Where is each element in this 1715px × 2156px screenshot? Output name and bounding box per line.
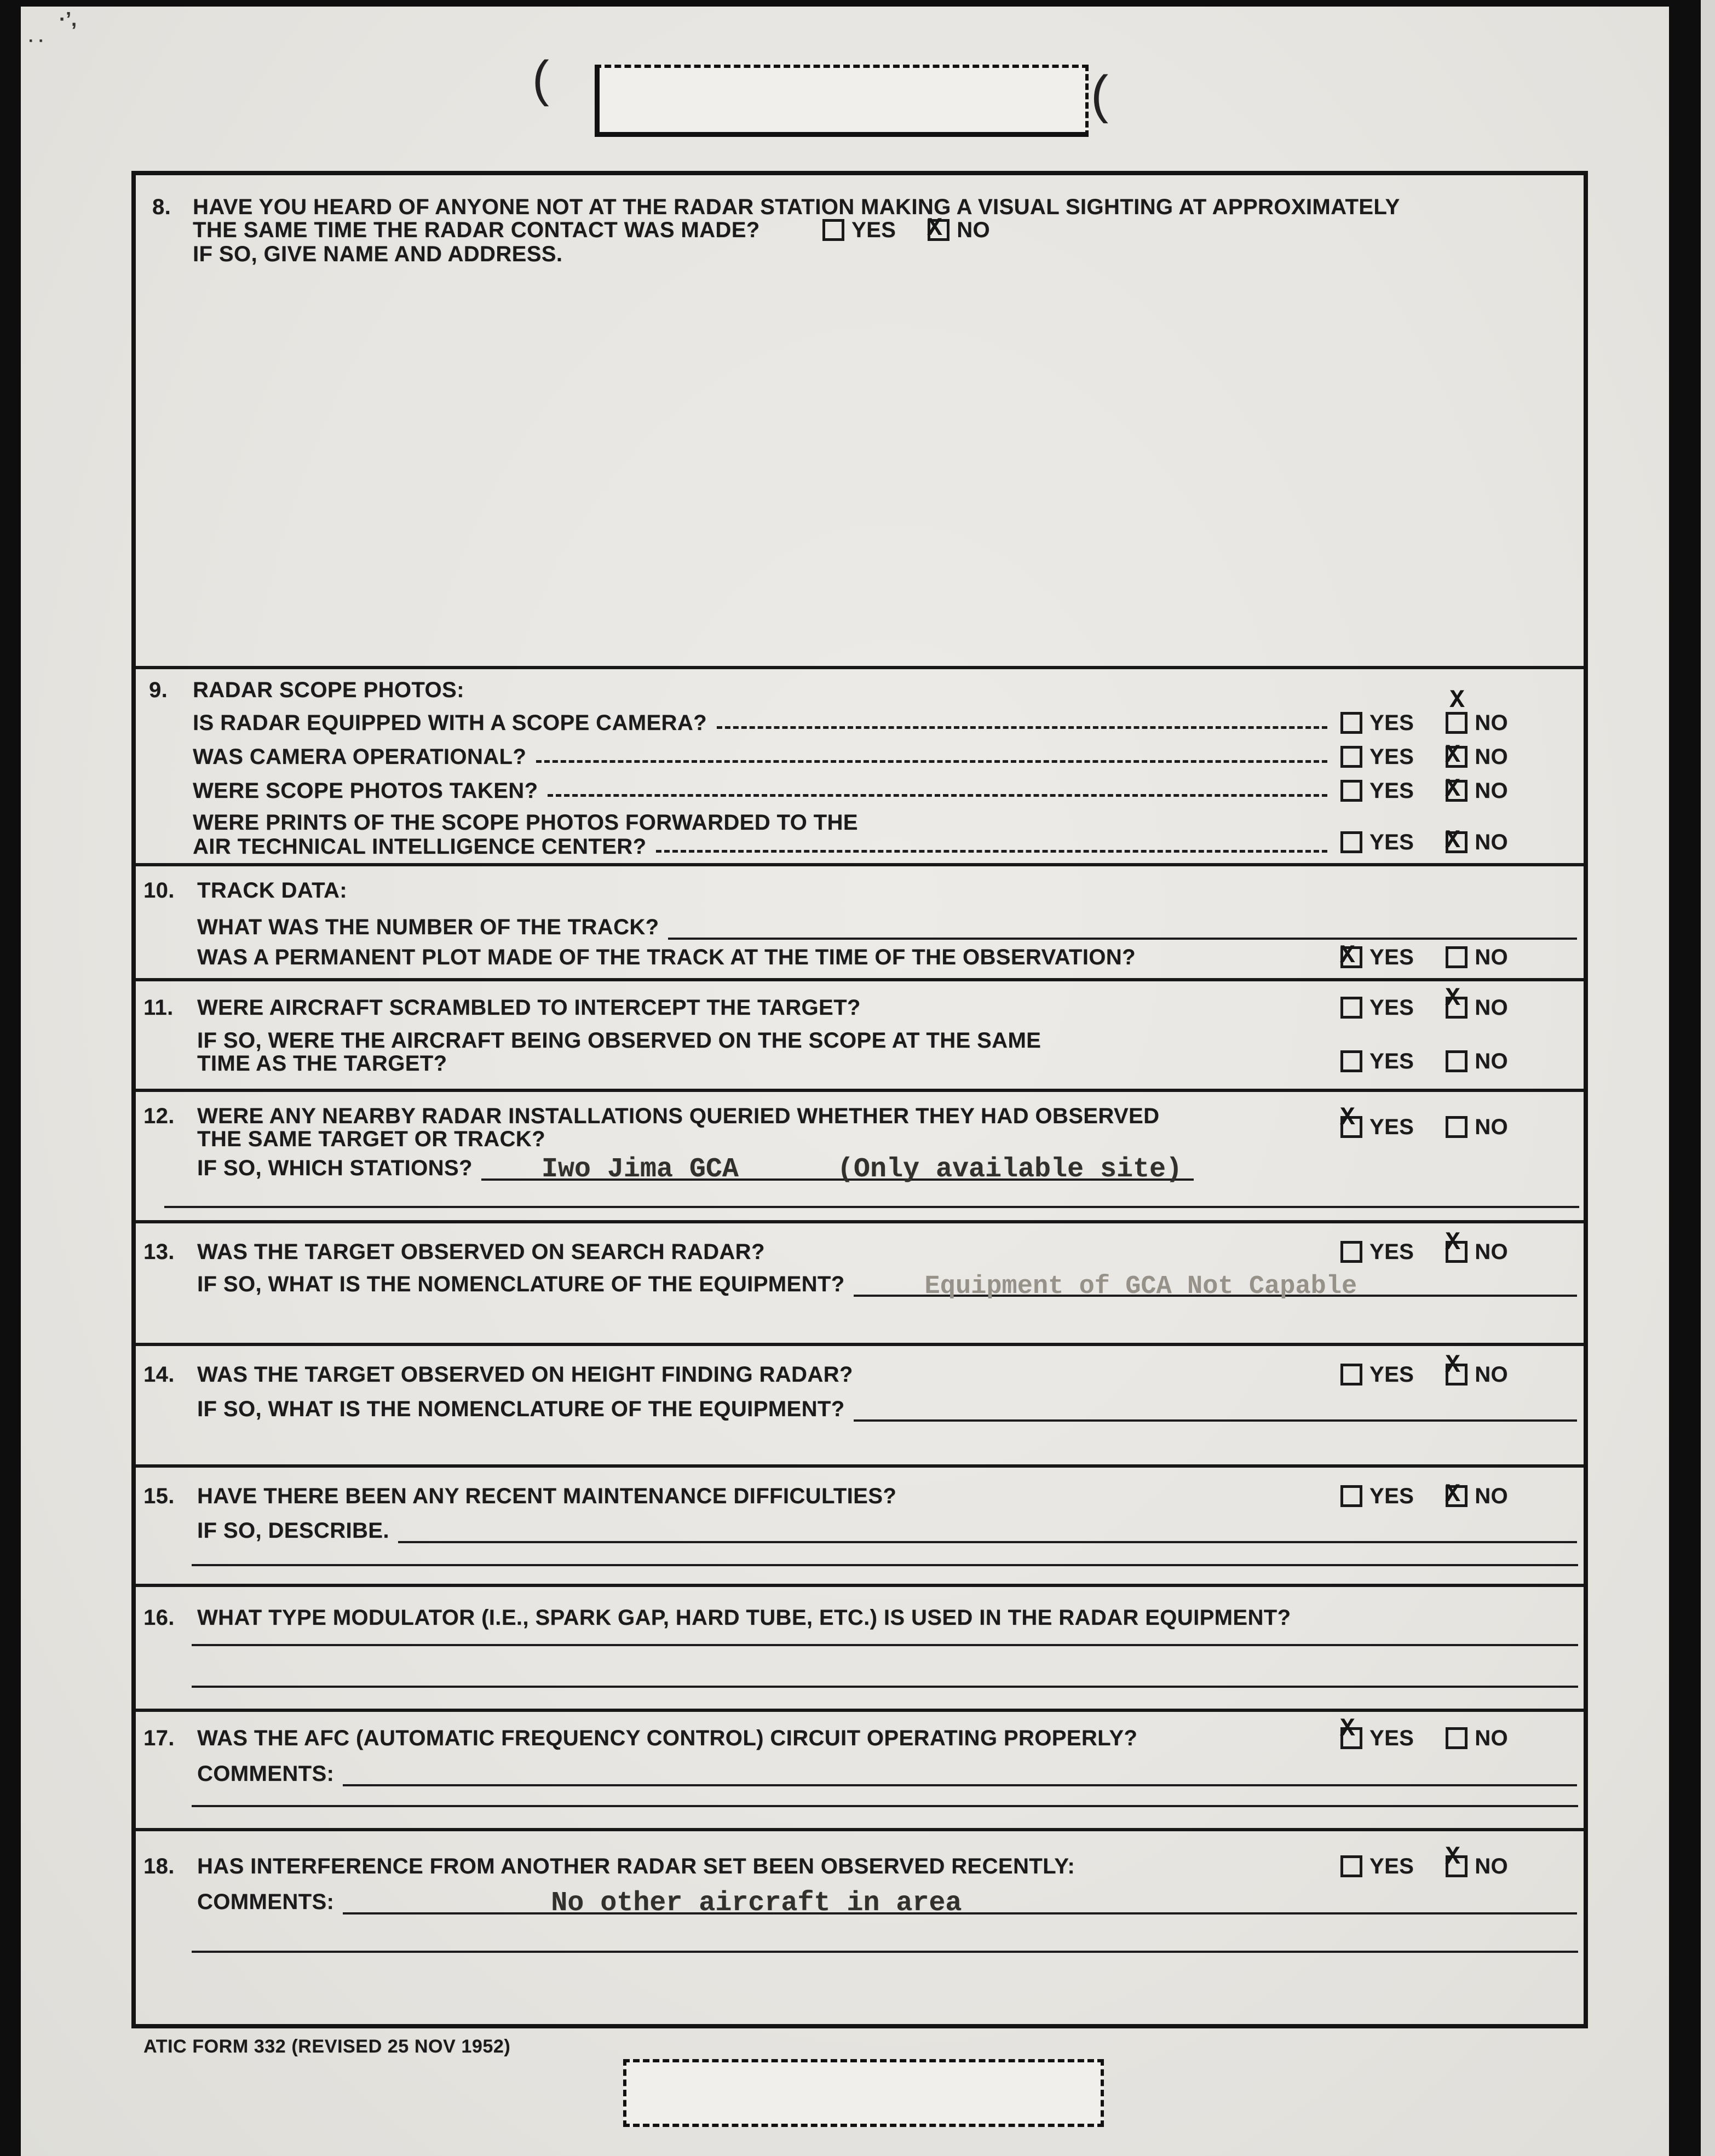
q15-maintenance-yes-checkbox[interactable] xyxy=(1340,1485,1362,1507)
q9-scope-camera-yes-checkbox[interactable] xyxy=(1340,712,1362,734)
q8-no-mark: X xyxy=(927,214,942,243)
modulator-line-1[interactable] xyxy=(192,1644,1578,1646)
q10-plot-yes-no xyxy=(1340,941,1509,970)
yes-label: YES xyxy=(1369,1114,1414,1139)
describe-extra-line[interactable] xyxy=(192,1564,1578,1566)
q12-number: 12. xyxy=(143,1104,175,1128)
yes-mark: X xyxy=(1340,941,1355,970)
section-divider xyxy=(136,978,1584,981)
q14-label: WAS THE TARGET OBSERVED ON HEIGHT FINDING RADAR? xyxy=(197,1362,853,1387)
no-label: NO xyxy=(1475,830,1509,854)
modulator-line-2[interactable] xyxy=(192,1686,1578,1688)
q8-yes-no-group xyxy=(822,214,991,243)
q11-sub-line1: IF SO, WERE THE AIRCRAFT BEING OBSERVED ON THE SCOPE AT THE SAME xyxy=(197,1028,1041,1053)
stations-field[interactable] xyxy=(481,1151,1194,1185)
q9-number: 9. xyxy=(149,678,168,702)
q11-scrambled-yes-no xyxy=(1340,984,1509,1020)
q13-search-yes-checkbox[interactable] xyxy=(1340,1241,1362,1263)
yes-label: YES xyxy=(1369,1484,1414,1508)
q9-row-photos-taken xyxy=(193,778,1336,804)
q13-nomenclature-label: IF SO, WHAT IS THE NOMENCLATURE OF THE EQUIPMENT? xyxy=(197,1272,845,1296)
q14-height-no-checkbox[interactable] xyxy=(1445,1351,1467,1385)
no-mark: X xyxy=(1445,1228,1460,1257)
q18-number: 18. xyxy=(143,1854,175,1878)
q12-stations-label: IF SO, WHICH STATIONS? xyxy=(197,1156,473,1180)
q9-scope-camera-yes-no xyxy=(1340,686,1509,735)
no-label: NO xyxy=(1475,995,1509,1020)
q18-interference-no-checkbox[interactable] xyxy=(1445,1843,1467,1877)
search-nomenclature-value: Equipment of GCA Not Capable xyxy=(924,1272,1357,1301)
q16-number: 16. xyxy=(143,1606,175,1630)
dash-leader xyxy=(717,726,1327,729)
q10-plot-no-checkbox[interactable] xyxy=(1446,946,1467,968)
q10-number: 10. xyxy=(143,878,175,902)
q8-question-line2: THE SAME TIME THE RADAR CONTACT WAS MADE? xyxy=(193,218,760,242)
q9-scope-camera-label: IS RADAR EQUIPPED WITH A SCOPE CAMERA? xyxy=(193,710,707,735)
section-divider xyxy=(136,1709,1584,1712)
q9-prints-forwarded-yes-checkbox[interactable] xyxy=(1340,831,1362,853)
yes-label: YES xyxy=(1369,1049,1414,1073)
section-divider xyxy=(136,1343,1584,1346)
no-mark: X xyxy=(1445,741,1460,769)
section-divider xyxy=(136,1089,1584,1092)
q11-scrambled-yes-checkbox[interactable] xyxy=(1340,997,1362,1019)
yes-mark: X xyxy=(1340,1103,1355,1132)
q18-interference-yes-no xyxy=(1340,1843,1509,1878)
interference-comments-extra-line[interactable] xyxy=(192,1951,1578,1953)
stations-value: Iwo Jima GCA (Only available site) xyxy=(541,1154,1183,1185)
q11-label: WERE AIRCRAFT SCRAMBLED TO INTERCEPT THE TARGET? xyxy=(197,996,861,1020)
yes-label: YES xyxy=(1369,744,1414,769)
q10-track-number-row xyxy=(197,909,1577,940)
q11-observed-no-checkbox[interactable] xyxy=(1446,1050,1467,1072)
no-label: NO xyxy=(1475,1239,1509,1264)
afc-comments-field[interactable] xyxy=(343,1757,1577,1786)
q12-queried-no-checkbox[interactable] xyxy=(1446,1116,1467,1138)
no-label: NO xyxy=(1475,710,1509,735)
search-nomenclature-field[interactable] xyxy=(854,1267,1577,1301)
interference-comments-field[interactable] xyxy=(343,1885,1577,1919)
redaction-box-top xyxy=(595,65,1089,137)
q14-nomenclature-row xyxy=(197,1391,1577,1422)
interference-comments-value: No other aircraft in area xyxy=(551,1888,962,1919)
q8-yes-checkbox[interactable] xyxy=(822,219,844,241)
yes-label: YES xyxy=(1369,830,1414,854)
height-nomenclature-field[interactable] xyxy=(854,1392,1577,1422)
q14-number: 14. xyxy=(143,1362,175,1387)
q9-photos-taken-yes-no xyxy=(1340,775,1509,803)
scan-artifact: · · xyxy=(28,32,44,50)
q13-nomenclature-row xyxy=(197,1266,1577,1301)
scan-edge-top xyxy=(20,0,1673,7)
q12-queried-yes-no xyxy=(1340,1103,1509,1139)
scan-artifact-paren: ( xyxy=(532,51,549,107)
yes-label: YES xyxy=(1369,1362,1414,1387)
q13-label: WAS THE TARGET OBSERVED ON SEARCH RADAR? xyxy=(197,1240,765,1264)
q13-number: 13. xyxy=(143,1240,175,1264)
q18-interference-yes-checkbox[interactable] xyxy=(1340,1855,1362,1877)
track-number-field[interactable] xyxy=(668,910,1578,940)
describe-field[interactable] xyxy=(398,1514,1577,1543)
dash-leader xyxy=(536,760,1327,763)
no-mark: X xyxy=(1445,984,1460,1013)
yes-label: YES xyxy=(1369,778,1414,803)
q9-photos-taken-label: WERE SCOPE PHOTOS TAKEN? xyxy=(193,778,538,803)
q17-number: 17. xyxy=(143,1726,175,1750)
q15-label: HAVE THERE BEEN ANY RECENT MAINTENANCE DIFFICULTIES? xyxy=(197,1484,897,1508)
q8-yes-label: YES xyxy=(851,217,896,242)
q8-no-checkbox[interactable] xyxy=(927,214,949,243)
q9-row-prints-forwarded xyxy=(193,833,1336,860)
yes-mark: X xyxy=(1340,1715,1355,1743)
no-mark: X xyxy=(1449,686,1465,715)
q11-number: 11. xyxy=(143,996,174,1020)
redaction-box-bottom xyxy=(623,2059,1104,2127)
q15-describe-row xyxy=(197,1513,1577,1543)
scan-artifact-paren: ( xyxy=(1091,65,1108,124)
q15-maintenance-no-checkbox[interactable] xyxy=(1445,1480,1467,1509)
no-label: NO xyxy=(1475,1362,1509,1387)
q17-comments-row xyxy=(197,1756,1577,1786)
section-divider xyxy=(136,863,1584,866)
no-label: NO xyxy=(1475,945,1509,969)
q11-observed-same-time-yes-no xyxy=(1340,1049,1508,1073)
section-divider xyxy=(136,1464,1584,1468)
q10-plot-yes-checkbox[interactable] xyxy=(1340,941,1362,970)
no-label: NO xyxy=(1475,778,1509,803)
q8-no-label: NO xyxy=(957,217,991,242)
q9-prints-forwarded-line2: AIR TECHNICAL INTELLIGENCE CENTER? xyxy=(193,834,647,859)
no-label: NO xyxy=(1475,1484,1509,1508)
section-divider xyxy=(136,1584,1584,1587)
q9-camera-operational-label: WAS CAMERA OPERATIONAL? xyxy=(193,744,527,769)
stations-extra-line[interactable] xyxy=(164,1206,1579,1208)
yes-label: YES xyxy=(1369,1239,1414,1264)
q17-afc-yes-checkbox[interactable] xyxy=(1340,1715,1362,1749)
q18-label: HAS INTERFERENCE FROM ANOTHER RADAR SET BEEN OBSERVED RECENTLY: xyxy=(197,1854,1075,1878)
q17-label: WAS THE AFC (AUTOMATIC FREQUENCY CONTROL) CIRCUIT OPERATING PROPERLY? xyxy=(197,1726,1138,1750)
q14-nomenclature-label: IF SO, WHAT IS THE NOMENCLATURE OF THE EQUIPMENT? xyxy=(197,1397,845,1421)
no-label: NO xyxy=(1475,1049,1509,1073)
q15-describe-label: IF SO, DESCRIBE. xyxy=(197,1519,389,1543)
q11-scrambled-no-checkbox[interactable] xyxy=(1445,984,1467,1019)
q10-track-number-label: WHAT WAS THE NUMBER OF THE TRACK? xyxy=(197,915,659,939)
scan-artifact: ·’, xyxy=(59,8,77,30)
dash-leader xyxy=(548,794,1327,797)
section-divider xyxy=(136,1220,1584,1223)
no-label: NO xyxy=(1475,1114,1509,1139)
q10-plot-label: WAS A PERMANENT PLOT MADE OF THE TRACK AT THE TIME OF THE OBSERVATION? xyxy=(197,945,1136,969)
q9-row-camera-operational xyxy=(193,744,1336,770)
section-divider xyxy=(136,1828,1584,1831)
q12-line1: WERE ANY NEARBY RADAR INSTALLATIONS QUERIED WHETHER THEY HAD OBSERVED xyxy=(197,1104,1160,1128)
no-label: NO xyxy=(1475,744,1509,769)
q8-number: 8. xyxy=(152,195,171,219)
no-mark: X xyxy=(1445,826,1460,855)
yes-label: YES xyxy=(1369,945,1414,969)
q9-photos-taken-yes-checkbox[interactable] xyxy=(1340,780,1362,802)
dash-leader xyxy=(656,850,1327,853)
section-divider xyxy=(136,666,1584,669)
q17-afc-yes-no xyxy=(1340,1715,1509,1750)
q9-prints-forwarded-line1: WERE PRINTS OF THE SCOPE PHOTOS FORWARDED TO THE xyxy=(193,810,858,835)
q15-maintenance-yes-no xyxy=(1340,1480,1509,1509)
no-mark: X xyxy=(1445,775,1460,803)
q13-search-radar-yes-no xyxy=(1340,1228,1509,1264)
q11-sub-line2: TIME AS THE TARGET? xyxy=(197,1051,447,1076)
q10-title: TRACK DATA: xyxy=(197,878,347,902)
q16-label: WHAT TYPE MODULATOR (I.E., SPARK GAP, HARD TUBE, ETC.) IS USED IN THE RADAR EQUIPMENT? xyxy=(197,1606,1291,1630)
yes-label: YES xyxy=(1369,1726,1414,1750)
q14-height-yes-checkbox[interactable] xyxy=(1340,1364,1362,1385)
yes-label: YES xyxy=(1369,710,1414,735)
q18-comments-row xyxy=(197,1884,1577,1919)
scan-edge-left xyxy=(0,0,21,2156)
q9-scope-camera-no-checkbox[interactable] xyxy=(1446,686,1467,734)
q12-stations-row xyxy=(197,1150,1194,1185)
q13-search-no-checkbox[interactable] xyxy=(1445,1228,1467,1263)
no-label: NO xyxy=(1475,1726,1509,1750)
scan-edge-right xyxy=(1669,0,1701,2156)
afc-comments-extra-line[interactable] xyxy=(192,1805,1578,1807)
q11-observed-yes-checkbox[interactable] xyxy=(1340,1050,1362,1072)
no-label: NO xyxy=(1475,1854,1509,1878)
q18-comments-label: COMMENTS: xyxy=(197,1890,335,1914)
yes-label: YES xyxy=(1369,1854,1414,1878)
q15-number: 15. xyxy=(143,1484,175,1508)
q9-photos-taken-no-checkbox[interactable] xyxy=(1445,775,1467,803)
q9-camera-operational-yes-checkbox[interactable] xyxy=(1340,746,1362,768)
q9-title: RADAR SCOPE PHOTOS: xyxy=(193,678,464,702)
form-id-footer: ATIC FORM 332 (REVISED 25 NOV 1952) xyxy=(143,2036,511,2057)
q17-comments-label: COMMENTS: xyxy=(197,1762,335,1786)
no-mark: X xyxy=(1445,1843,1460,1871)
q9-camera-operational-no-checkbox[interactable] xyxy=(1445,741,1467,769)
yes-label: YES xyxy=(1369,995,1414,1020)
q8-question-line3: IF SO, GIVE NAME AND ADDRESS. xyxy=(193,242,563,266)
q8-question-line1: HAVE YOU HEARD OF ANYONE NOT AT THE RADAR STATION MAKING A VISUAL SIGHTING AT APPROXIMATELY xyxy=(193,195,1400,219)
scan-edge-right-gray xyxy=(1701,0,1715,2156)
q9-row-scope-camera xyxy=(193,710,1336,736)
no-mark: X xyxy=(1445,1351,1460,1379)
q9-prints-forwarded-yes-no xyxy=(1340,826,1509,855)
q12-queried-yes-checkbox[interactable] xyxy=(1340,1103,1362,1138)
q17-afc-no-checkbox[interactable] xyxy=(1446,1727,1467,1749)
q9-camera-operational-yes-no xyxy=(1340,741,1509,769)
q14-height-radar-yes-no xyxy=(1340,1351,1509,1387)
q12-line2: THE SAME TARGET OR TRACK? xyxy=(197,1127,545,1151)
no-mark: X xyxy=(1445,1480,1460,1509)
q9-prints-forwarded-no-checkbox[interactable] xyxy=(1445,826,1467,855)
